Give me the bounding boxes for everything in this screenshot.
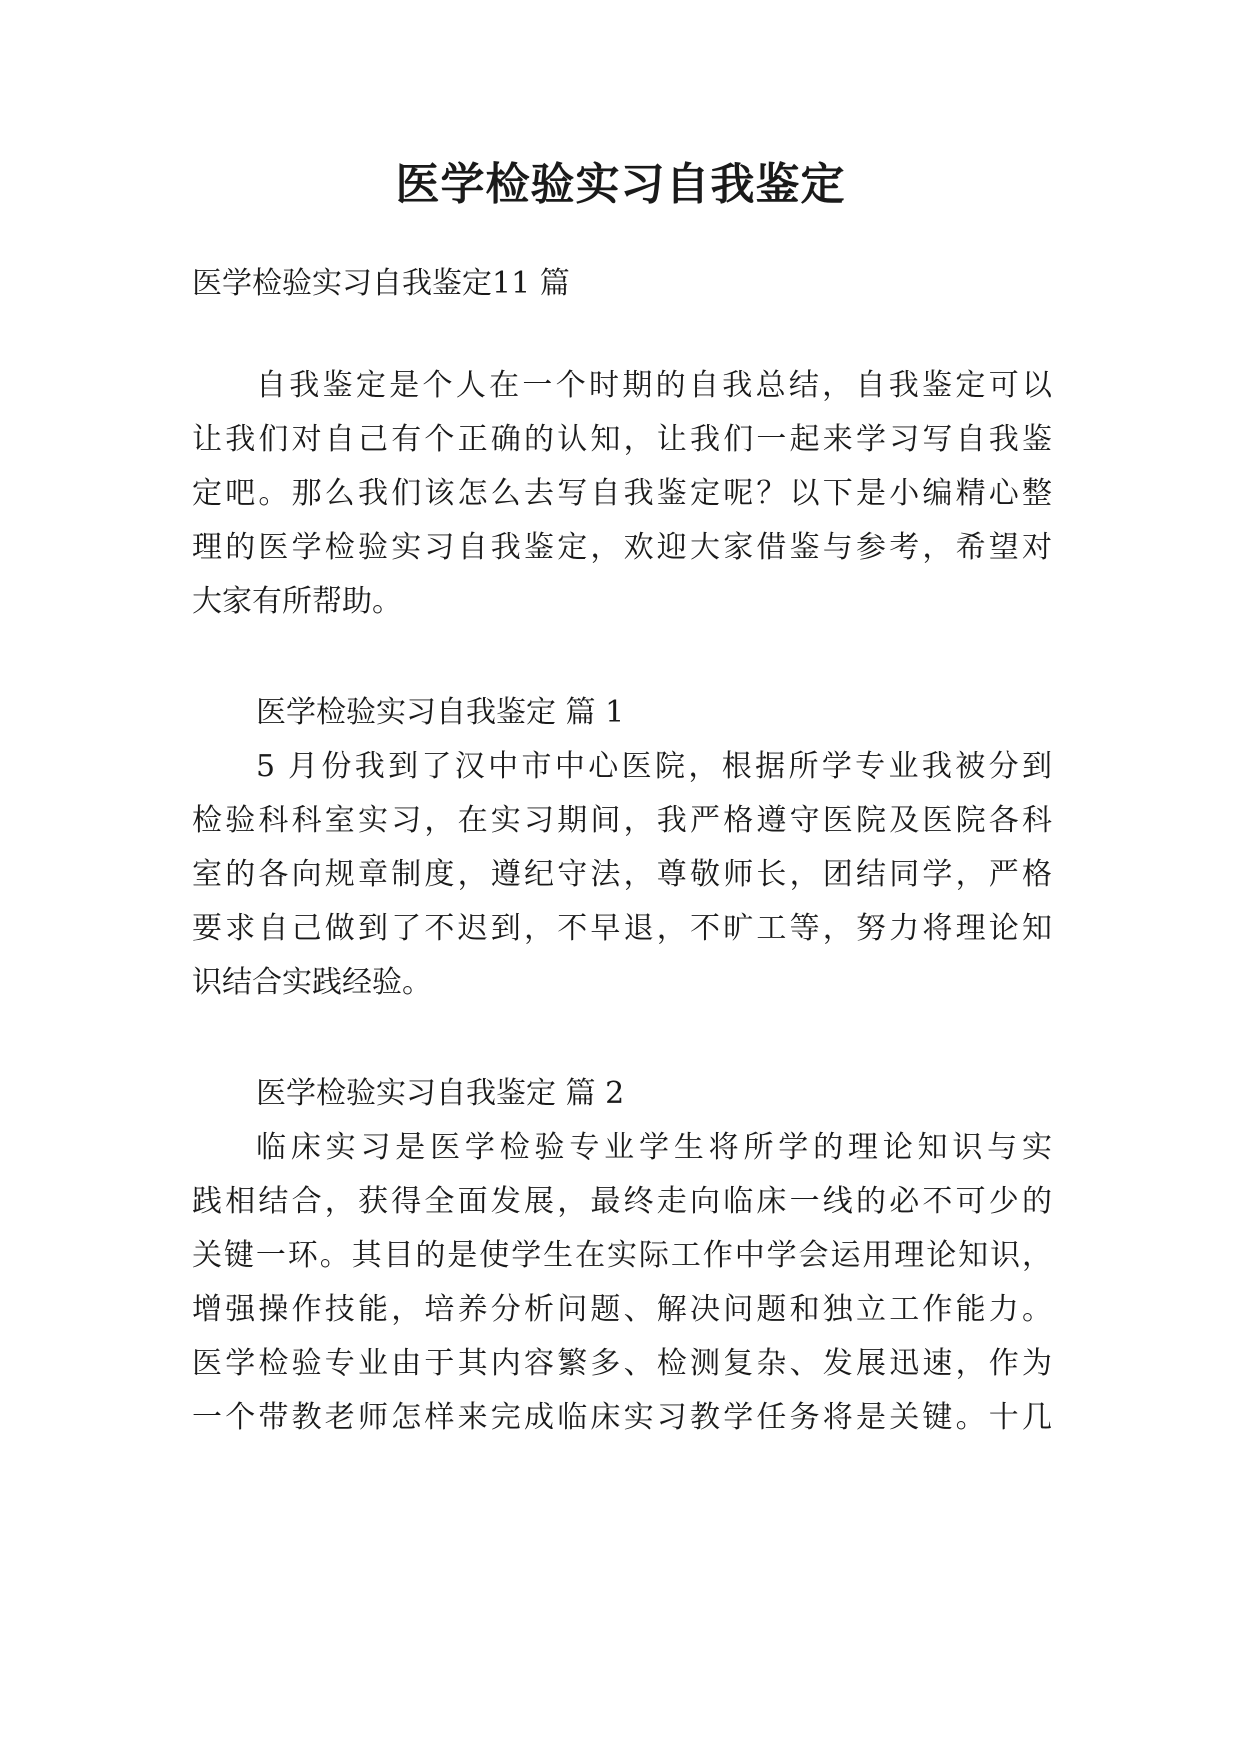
intro-line: 理的医学检验实习自我鉴定，欢迎大家借鉴与参考，希望对 — [192, 530, 1052, 565]
section-heading: 医学检验实习自我鉴定 篇 1 — [256, 695, 625, 730]
document-title: 医学检验实习自我鉴定 — [395, 159, 846, 210]
section-line: 关键一环。其目的是使学生在实际工作中学会运用理论知识， — [192, 1238, 1052, 1273]
intro-line: 自我鉴定是个人在一个时期的自我总结，自我鉴定可以 — [256, 368, 1052, 403]
section-line: 增强操作技能，培养分析问题、解决问题和独立工作能力。 — [192, 1292, 1052, 1327]
section-line: 5 月份我到了汉中市中心医院，根据所学专业我被分到 — [256, 749, 1052, 784]
intro-line: 定吧。那么我们该怎么去写自我鉴定呢？以下是小编精心整 — [192, 476, 1052, 511]
section-line: 要求自己做到了不迟到，不早退，不旷工等，努力将理论知 — [192, 911, 1052, 946]
section-line: 检验科科室实习，在实习期间，我严格遵守医院及医院各科 — [192, 803, 1052, 838]
section-line: 临床实习是医学检验专业学生将所学的理论知识与实 — [256, 1130, 1052, 1165]
section-heading: 医学检验实习自我鉴定 篇 2 — [256, 1076, 625, 1111]
section-line: 一个带教老师怎样来完成临床实习教学任务将是关键。十几 — [192, 1400, 1052, 1435]
section-line: 识结合实践经验。 — [192, 965, 432, 1000]
intro-line: 让我们对自己有个正确的认知，让我们一起来学习写自我鉴 — [192, 422, 1052, 457]
section-line: 践相结合，获得全面发展，最终走向临床一线的必不可少的 — [192, 1184, 1052, 1219]
document-subtitle: 医学检验实习自我鉴定11 篇 — [192, 266, 570, 301]
intro-line: 大家有所帮助。 — [192, 584, 402, 619]
section-line: 医学检验专业由于其内容繁多、检测复杂、发展迅速，作为 — [192, 1346, 1052, 1381]
section-line: 室的各向规章制度，遵纪守法，尊敬师长，团结同学，严格 — [192, 857, 1052, 892]
